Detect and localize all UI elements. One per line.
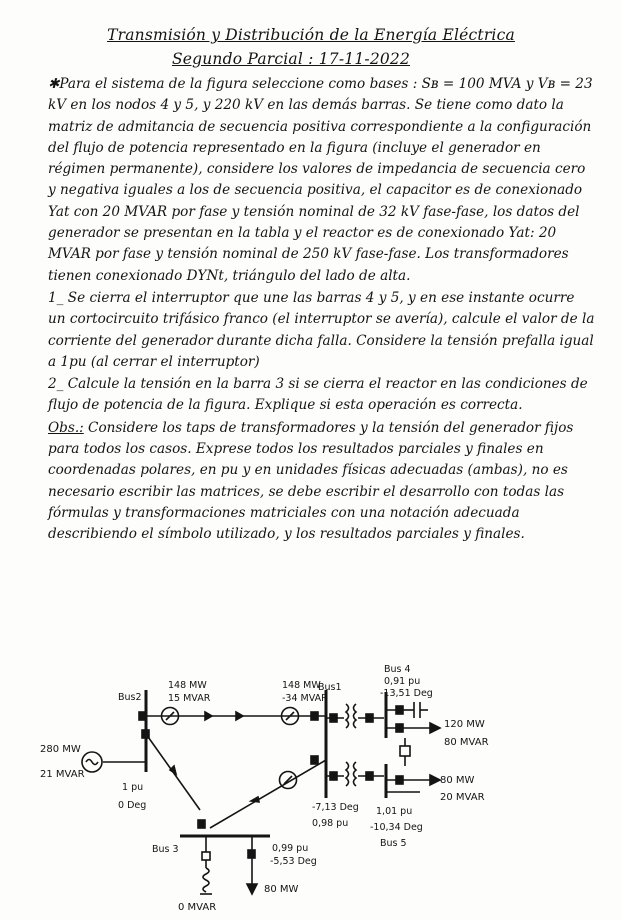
load4-p: 120 MW <box>444 719 485 730</box>
flow-bus1-p: 148 MW <box>282 680 321 691</box>
flow-arrow-icon <box>205 712 212 720</box>
generator-left-sine <box>86 760 98 765</box>
transformer-icon <box>346 762 349 786</box>
observations-text: Considere los taps de transformadores y la tensión del generador fijos para todos los casos. Exprese todos los resultados parciales y finales en coordenadas polares, en pu y en unidades físicas adecuadas (ambas), no es necesario escribir las matrices, se debe escribir el desarrollo con todas las fórmulas y transformaciones matriciales con una notación adecuada describiendo el símbolo utilizado, y los resultados parciales y finales. <box>48 419 574 543</box>
bus1-voltage: 0,98 pu <box>312 818 349 829</box>
load5-arrow-icon <box>430 775 440 785</box>
transformer-icon <box>346 704 349 728</box>
intro-paragraph: ✱Para el sistema de la figura seleccione como bases : Sʙ = 100 MVA y Vʙ = 23 kV en los nodos 4 y 5, y 220 kV en las demás barras. Se tiene como dato la matriz de admitancia de secuencia positiva correspondiente a la configuración del flujo de potencia representado en la figura (incluye el generador en régimen permanente), considere los valores de impedancia de secuencia cero y negativa iguales a los de secuencia positiva, el capacitor es de conexionado Yat con 20 MVAR por fase y tensión nominal de 32 kV fase-fase, los datos del generador se presentan en la tabla y el reactor es de conexionado Yat: 20 MVAR por fase y tensión nominal de 250 kV fase-fase. Los transformadores tienen conexionado DYNt, triángulo del lado de alta. <box>48 76 593 284</box>
bus3-voltage: 0,99 pu <box>272 843 309 854</box>
load3-q: 0 MVAR <box>178 902 217 913</box>
document-title: Transmisión y Distribución de la Energía Eléctrica <box>107 26 515 44</box>
gen-left-q: 21 MVAR <box>40 769 85 780</box>
transformer-icon <box>354 762 357 786</box>
load3-p: 80 MW <box>264 884 299 895</box>
bus5-angle: -10,34 Deg <box>370 822 423 833</box>
load4-q: 80 MVAR <box>444 737 489 748</box>
bus2-name: Bus2 <box>118 692 142 703</box>
load5-p: 80 MW <box>440 775 475 786</box>
observations-label: Obs.: <box>48 419 84 436</box>
transformer-icon <box>354 704 357 728</box>
flow-bus2-p: 148 MW <box>168 680 207 691</box>
bus3-name: Bus 3 <box>152 844 179 855</box>
document-subtitle: Segundo Parcial : 17-11-2022 <box>171 50 411 68</box>
question-2: 2_ Calcule la tensión en la barra 3 si se cierra el reactor en las condiciones de flujo de potencia de la figura. Explique si esta operación es correcta. <box>48 376 588 414</box>
interruptor-icon <box>400 746 410 756</box>
bus5-voltage: 1,01 pu <box>376 806 413 817</box>
flow-arrow-icon <box>236 712 243 720</box>
bus4-name: Bus 4 <box>384 664 411 675</box>
reactor-icon <box>203 868 209 892</box>
load4-arrow-icon <box>430 723 440 733</box>
bus2-voltage: 1 pu <box>122 782 144 793</box>
reactor-switch-icon <box>202 852 210 860</box>
bus1-angle: -7,13 Deg <box>312 802 359 813</box>
bus5-name: Bus 5 <box>380 838 407 849</box>
bus3-angle: -5,53 Deg <box>270 856 317 867</box>
flow-arrow-icon <box>251 797 259 802</box>
bus4-voltage: 0,91 pu <box>384 676 421 687</box>
bus2-angle: 0 Deg <box>118 800 147 811</box>
gen-left-p: 280 MW <box>40 744 81 755</box>
flow-bus1-q: -34 MVAR <box>282 693 328 704</box>
line-bus1-bus3 <box>210 760 326 828</box>
load3-arrow-icon <box>247 884 257 894</box>
bus4-angle: -13,51 Deg <box>380 688 433 699</box>
flow-bus2-q: 15 MVAR <box>168 693 211 704</box>
load5-q: 20 MVAR <box>440 792 485 803</box>
question-1: 1_ Se cierra el interruptor que une las barras 4 y 5, y en ese instante ocurre un cortocircuito trifásico franco (el interruptor se avería), calcule el valor de la corriente del generador durante dicha falla. Considere la tensión prefalla igual a 1pu (al cerrar el interruptor) <box>48 289 595 370</box>
flow-arrow-icon <box>170 766 176 774</box>
bus1-name: Bus1 <box>318 682 342 693</box>
